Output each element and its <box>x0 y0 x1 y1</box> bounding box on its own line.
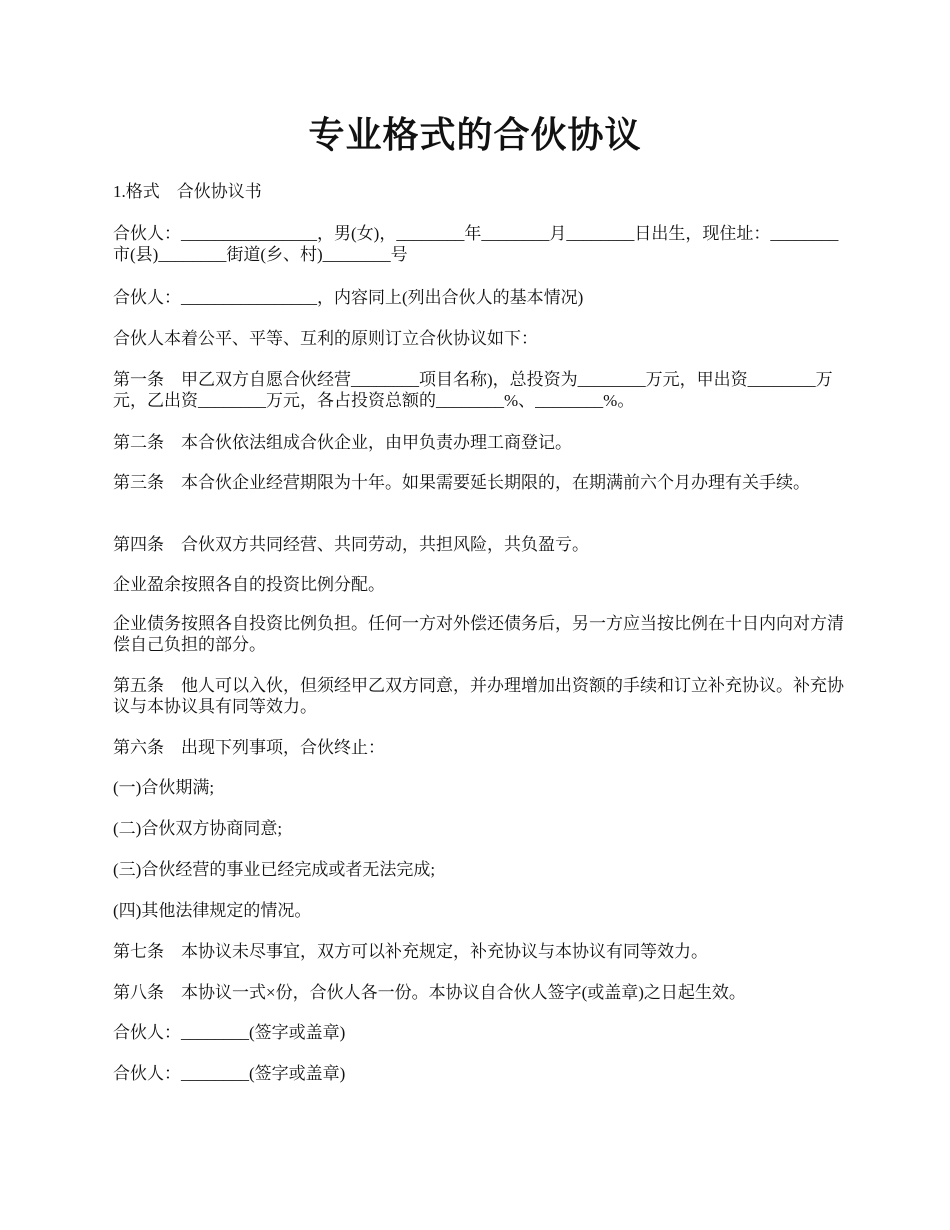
termination-item-1: (一)合伙期满; <box>113 778 215 797</box>
article-4: 第四条 合伙双方共同经营、共同劳动，共担风险，共负盈亏。 <box>113 535 589 554</box>
signature-line-1: 合伙人：________(签字或盖章) <box>113 1023 346 1042</box>
termination-item-2: (二)合伙双方协商同意; <box>113 819 283 838</box>
partner-info-1: 合伙人：________________，男(女)，________年________月________日出生，现住址：________市(县)________街道(乡、村)________号 <box>113 224 839 264</box>
doc-format-line: 1.格式 合伙协议书 <box>113 182 262 201</box>
article-8: 第八条 本协议一式×份，合伙人各一份。本协议自合伙人签字(或盖章)之日起生效。 <box>113 983 746 1002</box>
article-1: 第一条 甲乙双方自愿合伙经营________项目名称)，总投资为________万元，甲出资________万元，乙出资________万元，各占投资总额的________%、________%。 <box>113 370 833 410</box>
article-2: 第二条 本合伙依法组成合伙企业，由甲负责办理工商登记。 <box>113 433 572 452</box>
article-7: 第七条 本协议未尽事宜，双方可以补充规定，补充协议与本协议有同等效力。 <box>113 942 708 961</box>
partner-info-2: 合伙人：________________，内容同上(列出合伙人的基本情况) <box>113 288 584 307</box>
debt-liability: 企业债务按照各自投资比例负担。任何一方对外偿还债务后，另一方应当按比例在十日内向对方清偿自己负担的部分。 <box>113 614 844 654</box>
article-6: 第六条 出现下列事项，合伙终止： <box>113 738 385 757</box>
profit-distribution: 企业盈余按照各自的投资比例分配。 <box>113 575 385 594</box>
signature-line-2: 合伙人：________(签字或盖章) <box>113 1064 346 1083</box>
termination-item-4: (四)其他法律规定的情况。 <box>113 901 312 920</box>
page-title: 专业格式的合伙协议 <box>308 115 642 155</box>
preamble: 合伙人本着公平、平等、互利的原则订立合伙协议如下： <box>113 329 538 348</box>
article-3: 第三条 本合伙企业经营期限为十年。如果需要延长期限的，在期满前六个月办理有关手续。 <box>113 473 810 492</box>
article-5: 第五条 他人可以入伙，但须经甲乙双方同意，并办理增加出资额的手续和订立补充协议。补充协议与本协议具有同等效力。 <box>113 676 844 716</box>
termination-item-3: (三)合伙经营的事业已经完成或者无法完成; <box>113 860 436 879</box>
